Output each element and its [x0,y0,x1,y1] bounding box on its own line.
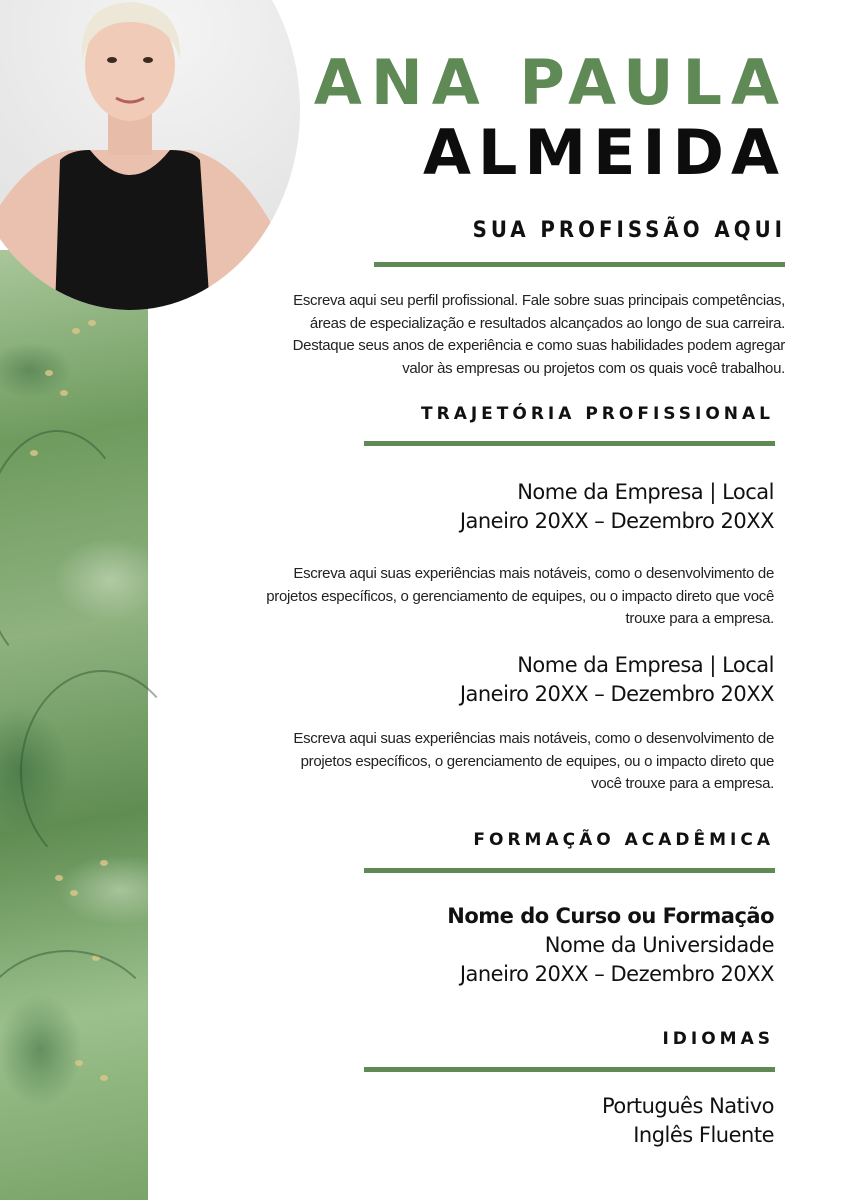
languages-divider [364,1067,775,1072]
experience-divider [364,441,775,446]
profile-photo [0,0,300,310]
experience-item-2-header [460,651,774,709]
experience-item-1-header [460,478,774,536]
experience-section-title: TRAJETÓRIA PROFISSIONAL [421,404,774,424]
profile-summary [225,290,785,380]
profile-line: Destaque seus anos de experiência e como suas habilidades podem agregar [292,337,785,354]
experience-item-2-description [184,728,774,796]
profile-line: valor às empresas ou projetos com os quais você trabalhou. [402,359,785,377]
profession-divider [374,262,785,267]
description-line: projetos específicos, o gerenciamento de equipes, ou o impacto direto que você [266,587,774,605]
course-name: Nome do Curso ou Formação [447,904,774,928]
education-entry [447,902,774,989]
decorative-marble-strip [0,250,148,1200]
education-period: Janeiro 20XX – Dezembro 20XX [459,962,774,986]
language-item: Inglês Fluente [633,1123,774,1147]
first-name: ANA PAULA [313,46,788,119]
profile-line: áreas de especialização e resultados alcançados ao longo de sua carreira. [309,314,785,332]
company-location: Nome da Empresa | Local [517,480,774,504]
description-line: trouxe para a empresa. [625,610,774,627]
profession-title: SUA PROFISSÃO AQUI [472,218,786,243]
employment-period: Janeiro 20XX – Dezembro 20XX [459,509,774,533]
employment-period: Janeiro 20XX – Dezembro 20XX [459,682,774,706]
education-divider [364,868,775,873]
last-name: ALMEIDA [422,116,786,189]
description-line: Escreva aqui suas experiências mais notáveis, como o desenvolvimento de [293,730,774,747]
description-line: projetos específicos, o gerenciamento de equipes, ou o impacto direto que [300,752,774,770]
profile-line: Escreva aqui seu perfil profissional. Fale sobre suas principais competências, [293,292,785,309]
languages-list [602,1092,774,1150]
language-item: Português Nativo [601,1094,774,1118]
description-line: você trouxe para a empresa. [591,775,774,792]
university-name: Nome da Universidade [544,933,774,957]
description-line: Escreva aqui suas experiências mais notáveis, como o desenvolvimento de [293,565,774,582]
languages-section-title: IDIOMAS [662,1029,774,1049]
experience-item-1-description [184,563,774,631]
company-location: Nome da Empresa | Local [517,653,774,677]
education-section-title: FORMAÇÃO ACADÊMICA [473,830,774,850]
